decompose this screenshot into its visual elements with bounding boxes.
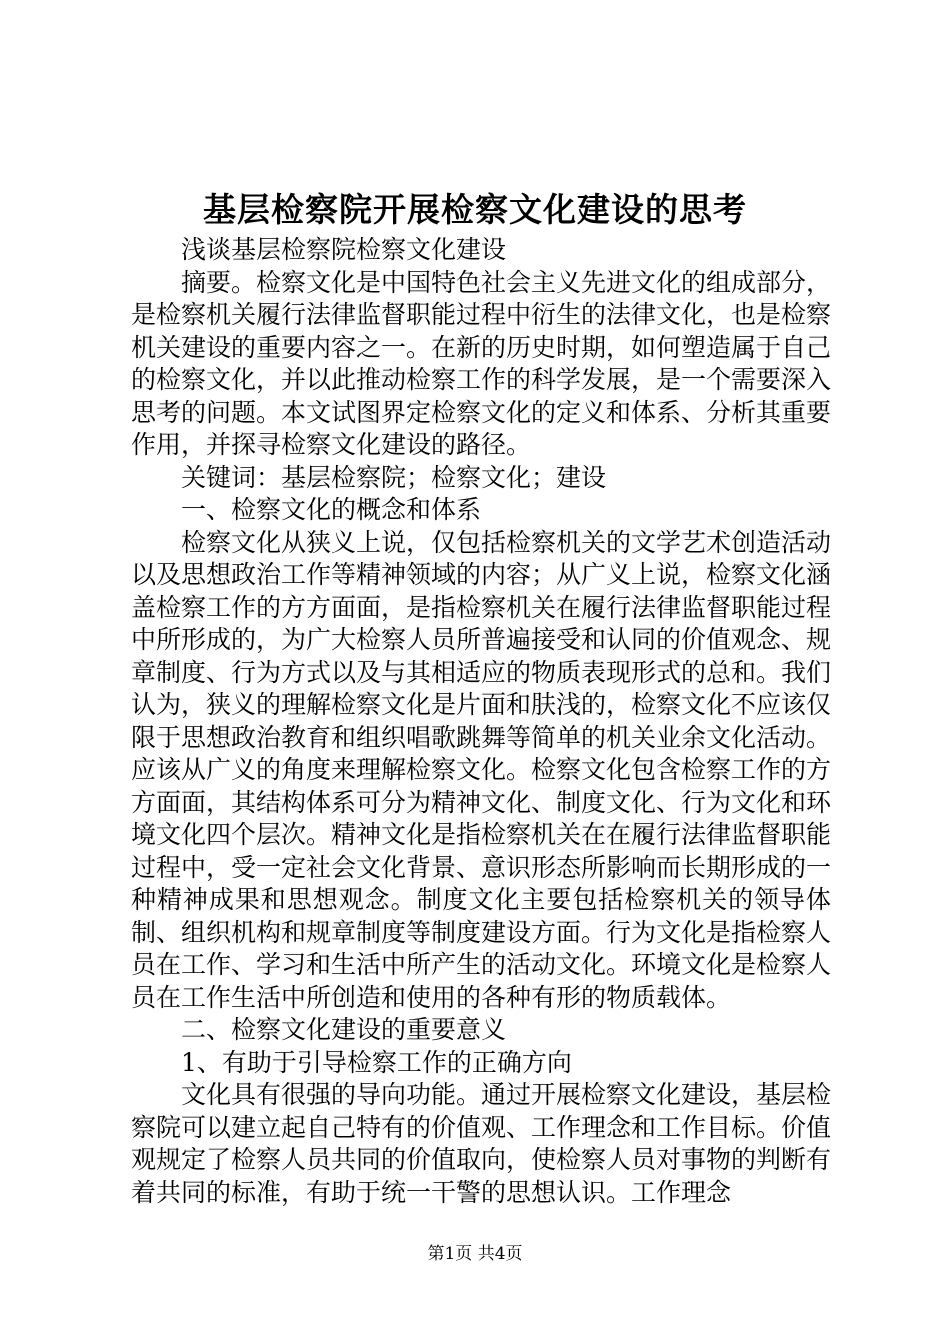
subsection-heading-1: 1、有助于引导检察工作的正确方向: [181, 1047, 572, 1077]
subtitle-paragraph: 浅谈基层检察院检察文化建设: [181, 235, 507, 264]
section-heading-2: 二、检察文化建设的重要意义: [181, 1015, 507, 1044]
document-body: [131, 234, 831, 1209]
keywords-paragraph: 关键词：基层检察院；检察文化；建设: [181, 462, 607, 492]
page-footer: 第1页 共4页: [427, 1244, 523, 1264]
body-paragraph: 文化具有很强的导向功能。通过开展检察文化建设，基层检察院可以建立起自己特有的价值观、工作理念和工作目标。价值观规定了检察人员共同的价值取向，使检察人员对事物的判断有着共同的标准，有助于统一干警的思想认识。工作理念: [131, 1080, 832, 1207]
abstract-paragraph: 摘要。检察文化是中国特色社会主义先进文化的组成部分，是检察机关履行法律监督职能过程中衍生的法律文化，也是检察机关建设的重要内容之一。在新的历史时期，如何塑造属于自己的检察文化，并以此推动检察工作的科学发展，是一个需要深入思考的问题。本文试图界定检察文化的定义和体系、分析其重要作用，并探寻检察文化建设的路径。: [131, 267, 832, 459]
body-paragraph: 检察文化从狭义上说，仅包括检察机关的文学艺术创造活动以及思想政治工作等精神领域的内容；从广义上说，检察文化涵盖检察工作的方方面面，是指检察机关在履行法律监督职能过程中所形成的，为广大检察人员所普遍接受和认同的价值观念、规章制度、行为方式以及与其相适应的物质表现形式的总和。我们认为，狭义的理解检察文化是片面和肤浅的，检察文化不应该仅限于思想政治教育和组织唱歌跳舞等简单的机关业余文化活动。应该从广义的角度来理解检察文化。检察文化包含检察工作的方方面面，其结构体系可分为精神文化、制度文化、行为文化和环境文化四个层次。精神文化是指检察机关在在履行法律监督职能过程中，受一定社会文化背景、意识形态所影响而长期形成的一种精神成果和思想观念。制度文化主要包括检察机关的领导体制、组织机构和规章制度等制度建设方面。行为文化是指检察人员在工作、学习和生活中所产生的活动文化。环境文化是检察人员在工作生活中所创造和使用的各种有形的物质载体。: [131, 527, 832, 1012]
document-title: 基层检察院开展检察文化建设的思考: [203, 190, 747, 229]
section-heading-1: 一、检察文化的概念和体系: [181, 495, 482, 524]
